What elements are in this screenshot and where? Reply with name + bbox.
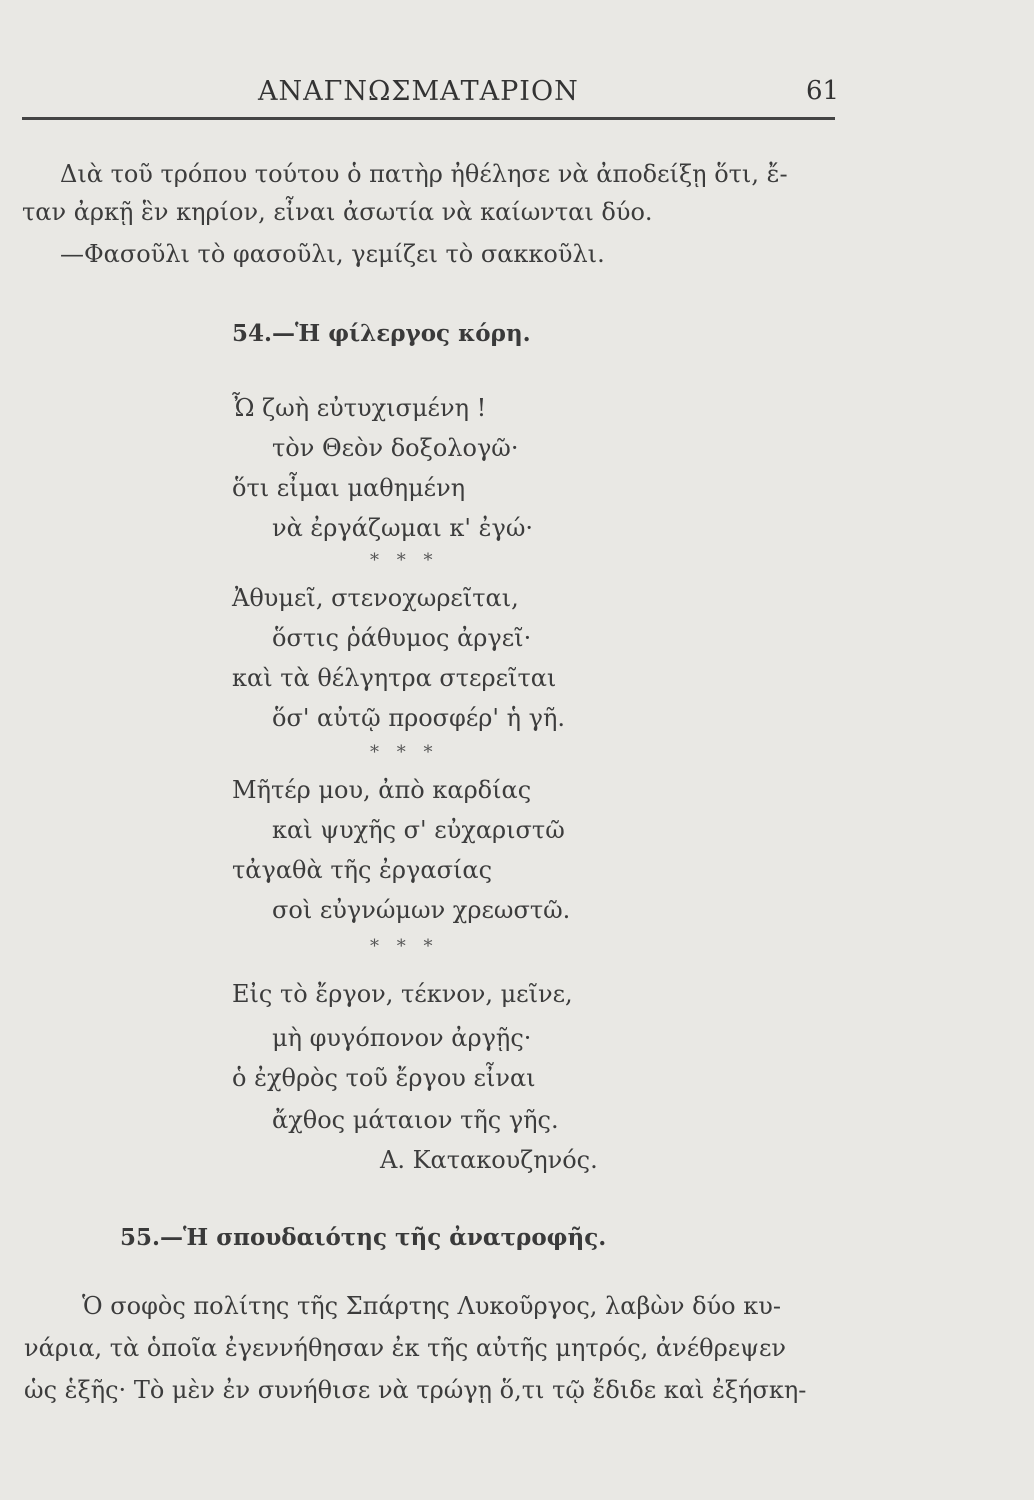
verse-line: ὅτι εἶμαι μαθημένη	[232, 474, 466, 502]
poem-author: Α. Κατακουζηνός.	[380, 1146, 598, 1174]
running-header-title: ΑΝΑΓΝΩΣΜΑΤΑΡΙΟΝ	[258, 76, 579, 107]
verse-line: Ὦ ζωὴ εὐτυχισμένη !	[232, 394, 487, 422]
intro-line-3: —Φασοῦλι τὸ φασοῦλι, γεμίζει τὸ σακκοῦλι.	[60, 240, 605, 268]
prose-line: Ὁ σοφὸς πολίτης τῆς Σπάρτης Λυκοῦργος, λαβὼν δύο κυ-	[82, 1292, 781, 1320]
verse-line: καὶ ψυχῆς σ' εὐχαριστῶ	[272, 816, 565, 844]
verse-line: νὰ ἐργάζωμαι κ' ἐγώ·	[272, 514, 534, 542]
intro-line-2: ταν ἀρκῇ ἓν κηρίον, εἶναι ἀσωτία νὰ καίωνται δύο.	[22, 198, 653, 226]
verse-line: μὴ φυγόπονον ἀργῇς·	[272, 1024, 532, 1052]
stanza-separator: * * *	[370, 550, 439, 571]
verse-line: Μῆτέρ μου, ἀπὸ καρδίας	[232, 776, 532, 804]
verse-line: σοὶ εὐγνώμων χρεωστῶ.	[272, 896, 571, 924]
intro-line-1: Διὰ τοῦ τρόπου τούτου ὁ πατὴρ ἠθέλησε νὰ ἀποδείξῃ ὅτι, ἔ-	[60, 160, 788, 188]
prose-line: νάρια, τὰ ὁποῖα ἐγεννήθησαν ἐκ τῆς αὐτῆς μητρός, ἀνέθρεψεν	[24, 1334, 786, 1362]
verse-line: καὶ τὰ θέλγητρα στερεῖται	[232, 664, 557, 692]
section-54-heading: 54.—Ἡ φίλεργος κόρη.	[232, 320, 531, 347]
verse-line: ὅσ' αὐτῷ προσφέρ' ἡ γῆ.	[272, 704, 565, 732]
verse-line: ἄχθος μάταιον τῆς γῆς.	[272, 1106, 559, 1134]
verse-line: τὸν Θεὸν δοξολογῶ·	[272, 434, 519, 462]
section-55-heading: 55.—Ἡ σπουδαιότης τῆς ἀνατροφῆς.	[120, 1224, 607, 1251]
header-rule	[22, 117, 835, 120]
stanza-separator: * * *	[370, 742, 439, 763]
verse-line: τἀγαθὰ τῆς ἐργασίας	[232, 856, 493, 884]
page-number: 61	[806, 76, 840, 106]
verse-line: ὁ ἐχθρὸς τοῦ ἔργου εἶναι	[232, 1064, 536, 1092]
verse-line: Ἀθυμεῖ, στενοχωρεῖται,	[232, 584, 519, 612]
verse-line: ὅστις ῥάθυμος ἀργεῖ·	[272, 624, 532, 652]
prose-line: ὡς ἑξῆς· Τὸ μὲν ἐν συνήθισε νὰ τρώγῃ ὅ,τι τῷ ἔδιδε καὶ ἐξήσκη-	[24, 1376, 807, 1404]
stanza-separator: * * *	[370, 936, 439, 957]
verse-line: Εἰς τὸ ἔργον, τέκνον, μεῖνε,	[232, 980, 573, 1008]
